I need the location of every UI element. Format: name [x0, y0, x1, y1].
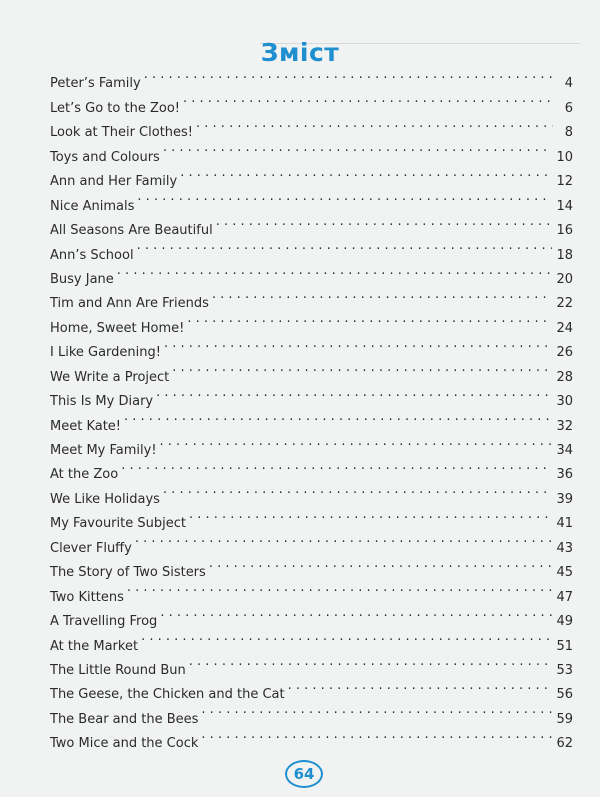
- toc-entry-page: 39: [556, 491, 573, 507]
- toc-entry-title: The Geese, the Chicken and the Cat: [50, 687, 285, 703]
- dot-leader: [180, 161, 552, 185]
- toc-entry-title: The Bear and the Bees: [50, 711, 199, 727]
- dot-leader: [163, 136, 553, 160]
- toc-entry-page: 14: [556, 198, 573, 214]
- dot-leader: [156, 381, 552, 405]
- toc-entry-page: 45: [556, 565, 573, 581]
- dot-leader: [201, 698, 552, 722]
- toc-entry-title: Ann and Her Family: [50, 174, 178, 190]
- dot-leader: [160, 430, 553, 454]
- toc-entry-page: 22: [556, 296, 573, 312]
- dot-leader: [216, 210, 553, 234]
- toc-entry: [50, 430, 573, 458]
- toc-entry-page: 53: [556, 662, 573, 678]
- toc-entry-page: 34: [556, 443, 573, 458]
- toc-entry-page: 26: [556, 345, 573, 361]
- toc-entry-title: Clever Fluffy: [50, 540, 132, 556]
- toc-entry-title: My Favourite Subject: [50, 516, 186, 532]
- dot-leader: [172, 356, 552, 380]
- toc-entry-title: We Like Holidays: [50, 491, 160, 507]
- toc-entry-title: The Little Round Bun: [50, 662, 186, 678]
- contents-heading: Зміст: [260, 38, 340, 67]
- toc-entry-page: 62: [556, 736, 573, 752]
- toc-entry-title: The Story of Two Sisters: [50, 565, 206, 581]
- toc-entry-page: 59: [556, 711, 573, 727]
- dot-leader: [212, 283, 553, 307]
- dot-leader: [187, 307, 552, 331]
- dot-leader: [201, 723, 552, 747]
- toc-entry-title: Busy Jane: [50, 271, 114, 287]
- dot-leader: [117, 259, 553, 283]
- dot-leader: [144, 63, 553, 87]
- toc-entry-title: Home, Sweet Home!: [50, 320, 185, 336]
- toc-entry-title: Two Kittens: [50, 589, 124, 605]
- toc-entry-title: Look at Their Clothes!: [50, 125, 194, 141]
- toc-entry-page: 8: [564, 125, 573, 141]
- toc-entry-title: At the Market: [50, 638, 139, 654]
- toc-entry-title: A Travelling Frog: [50, 614, 158, 630]
- dot-leader: [137, 234, 553, 258]
- toc-entry: [50, 454, 573, 483]
- dot-leader: [183, 87, 553, 111]
- toc-entry-title: All Seasons Are Beautiful: [50, 223, 213, 239]
- toc-entry-page: 28: [556, 369, 573, 385]
- toc-entry-title: Meet My Family!: [50, 443, 157, 458]
- toc-entry-page: 56: [556, 687, 573, 703]
- toc-entry-title: Two Mice and the Cock: [50, 736, 199, 752]
- toc-entry-title: Nice Animals: [50, 198, 135, 214]
- dot-leader: [189, 650, 553, 674]
- toc-entry-page: 30: [556, 394, 573, 410]
- toc-entry-page: 16: [556, 223, 573, 239]
- toc-entry-page: 24: [556, 320, 573, 336]
- toc-entry-page: 49: [556, 614, 573, 630]
- toc-entry-page: 12: [556, 174, 573, 190]
- toc-entry: [50, 283, 573, 312]
- dot-leader: [160, 601, 552, 625]
- dot-leader: [163, 478, 553, 502]
- toc-entry-page: 41: [556, 516, 573, 532]
- toc-entry-page: 20: [556, 271, 573, 287]
- dot-leader: [164, 332, 552, 356]
- dot-leader: [141, 625, 552, 649]
- dot-leader: [288, 674, 553, 698]
- toc-entry-page: 36: [556, 467, 573, 483]
- toc-entry-page: 43: [556, 540, 573, 556]
- dot-leader: [189, 503, 552, 527]
- dot-leader: [137, 185, 552, 209]
- toc-entry-page: 32: [556, 418, 573, 434]
- dot-leader: [124, 405, 552, 429]
- toc-entry-title: Toys and Colours: [50, 149, 160, 165]
- toc-entry: [50, 405, 573, 434]
- page-number: 64: [293, 765, 315, 783]
- dot-leader: [121, 454, 552, 478]
- toc-entry-title: Peter’s Family: [50, 76, 141, 92]
- table-of-contents: [50, 63, 573, 752]
- toc-entry-title: Ann’s School: [50, 247, 134, 263]
- toc-entry-title: We Write a Project: [50, 369, 170, 385]
- toc-entry-title: Tim and Ann Are Friends: [50, 296, 209, 312]
- toc-entry: [50, 259, 573, 287]
- dot-leader: [209, 552, 553, 576]
- toc-entry: [50, 576, 573, 605]
- toc-entry-title: Meet Kate!: [50, 418, 122, 434]
- toc-entry-page: 4: [564, 76, 573, 92]
- toc-entry-page: 18: [556, 247, 573, 263]
- toc-entry: [50, 63, 573, 92]
- dot-leader: [196, 112, 553, 136]
- dot-leader: [127, 576, 553, 600]
- toc-entry: [50, 601, 573, 630]
- toc-entry-page: 10: [556, 149, 573, 165]
- toc-entry-title: At the Zoo: [50, 467, 119, 483]
- toc-entry-page: 51: [556, 638, 573, 654]
- toc-entry-title: Let’s Go to the Zoo!: [50, 100, 180, 116]
- toc-entry-page: 47: [556, 589, 573, 605]
- page-number-badge: [285, 760, 323, 788]
- toc-entry: [50, 478, 573, 507]
- toc-entry-page: 6: [564, 100, 573, 116]
- toc-entry-title: I Like Gardening!: [50, 345, 161, 361]
- toc-entry-title: This Is My Diary: [50, 394, 154, 410]
- dot-leader: [135, 527, 553, 551]
